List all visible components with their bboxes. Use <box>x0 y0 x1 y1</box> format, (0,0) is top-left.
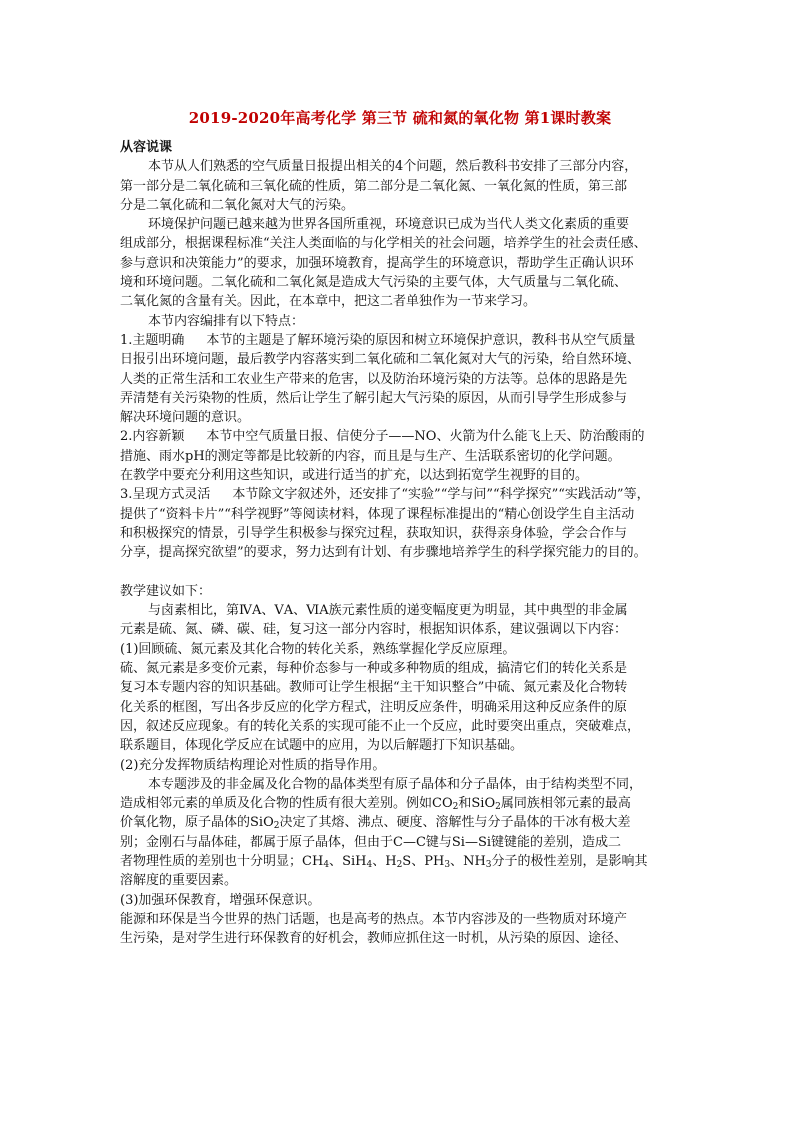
paragraph-line: 分是二氧化硫和二氧化氮对大气的污染。 <box>120 197 355 213</box>
paragraph-line: 联系题目，体现化学反应在试题中的应用，为以后解题打下知识基础。 <box>120 738 524 754</box>
paragraph-line: 措施、雨水pH的测定等都是比较新的内容，而且是与生产、生活联系密切的化学问题。 <box>120 448 621 464</box>
paragraph-line: 与卤素相比，第ⅣA、ⅤA、ⅥA族元素性质的递变幅度更为明显，其中典型的非金属 <box>148 603 628 619</box>
formula-co2: $CO_2$ <box>432 796 459 813</box>
section-heading: 从容说课 <box>120 140 173 155</box>
paragraph-line: 人类的正常生活和工农业生产带来的危害，以及防治环境污染的方法等。总体的思路是先 <box>120 371 628 387</box>
paragraph-line: 元素是硫、氮、磷、碳、硅，复习这一部分内容时，根据知识体系，建议强调以下内容： <box>120 622 628 638</box>
paragraph-line: (1)回顾硫、氮元素及其化合物的转化关系，熟练掌握化学反应原理。 <box>120 641 516 657</box>
paragraph-line: 二氧化氮的含量有关。因此，在本章中，把这二者单独作为一节来学习。 <box>120 294 537 310</box>
formula-sih4: SiH$_4$ <box>342 853 373 870</box>
feature-item-1 <box>120 331 690 350</box>
blank-line <box>120 563 690 582</box>
formula-ch4: $CH_4$ <box>302 853 330 870</box>
formula-nh3: $NH_3$ <box>463 853 492 870</box>
paragraph-line: 参与意识和决策能力”的要求，加强环境教育，提高学生的环境意识，帮助学生正确认识环 <box>120 255 634 271</box>
paragraph-line: 本节内容编排有以下特点： <box>148 313 305 329</box>
paragraph-line: 在教学中要充分利用这些知识，或进行适当的扩充，以达到拓宽学生视野的目的。 <box>120 468 589 484</box>
paragraph-line: 提供了“资料卡片”“科学视野”等阅读材料，体现了课程标准提出的“精心创设学生自主活动 <box>120 506 635 522</box>
paragraph-line: 本专题涉及的非金属及化合物的晶体类型有原子晶体和分子晶体，由于结构类型不同， <box>148 776 643 792</box>
paragraph-line: 生污染，是对学生进行环保教育的好机会，教师应抓住这一时机，从污染的原因、途径、 <box>120 931 628 947</box>
feature-item-2 <box>120 427 690 446</box>
feature-label: 2.内容新颖 <box>120 429 185 445</box>
paragraph-line: 弄清楚有关污染物的性质，然后让学生了解引起大气污染的原因，从而引导学生形成参与 <box>120 390 628 406</box>
paragraph-line: 硫、氮元素是多变价元素，每种价态参与一种或多种物质的组成，搞清它们的转化关系是 <box>120 661 628 677</box>
paragraph-line: 因，叙述反应现象。有的转化关系的实现可能不止一个反应，此时要突出重点，突破难点， <box>120 718 641 734</box>
paragraph-line: 分享，提高探究欲望”的要求，努力达到有计划、有步骤地培养学生的科学探究能力的目的。 <box>120 545 647 561</box>
formula-h2s: $H_2S$ <box>385 853 412 870</box>
formula-sio2: SiO$_2$ <box>471 796 501 813</box>
paragraph-line: 环境保护问题已越来越为世界各国所重视，环境意识已成为当代人类文化素质的重要 <box>148 217 630 233</box>
paragraph-line: 溶解度的重要因素。 <box>120 873 238 889</box>
paragraph-line: 教学建议如下： <box>120 583 212 599</box>
feature-item-3 <box>120 485 690 504</box>
paragraph-line-with-formulas: 造成相邻元素的单质及化合物的性质有很大差别。例如$CO_2$和SiO$_2$属同族相邻元素的最高 <box>120 796 631 813</box>
paragraph-line: 本节从人们熟悉的空气质量日报提出相关的4个问题，然后教科书安排了三部分内容， <box>148 159 638 175</box>
feature-label: 3.呈现方式灵活 <box>120 487 211 503</box>
paragraph-line: 和积极探究的情景，引导学生积极参与探究过程，获取知识，获得亲身体验，学会合作与 <box>120 525 628 541</box>
paragraph-line: 复习本专题内容的知识基础。教师可让学生根据“主干知识整合”中硫、氮元素及化合物转 <box>120 680 628 696</box>
document-body <box>120 138 690 948</box>
paragraph-line: (3)加强环保教育，增强环保意识。 <box>120 892 321 908</box>
paragraph-line-with-formulas: 者物理性质的差别也十分明显；$CH_4$、SiH$_4$、$H_2S$、$PH_3$、$NH_3$分子的极性差别，是影响其 <box>120 853 648 870</box>
paragraph-line: 解决环境问题的意识。 <box>120 410 251 426</box>
feature-text: 本节除文字叙述外，还安排了“实验”“学与问”“科学探究”“实践活动”等， <box>232 487 650 503</box>
paragraph-line: 能源和环保是当今世界的热门话题，也是高考的热点。本节内容涉及的一些物质对环境产 <box>120 911 628 927</box>
paragraph-line: 别；金刚石与晶体硅，都属于原子晶体，但由于C—C键与Si—Si键键能的差别，造成二 <box>120 834 622 850</box>
feature-label: 1.主题明确 <box>120 332 185 348</box>
paragraph-line-with-formulas: 价氧化物，原子晶体的SiO$_2$决定了其熔、沸点、硬度、溶解性与分子晶体的干冰有极大差 <box>120 815 631 832</box>
feature-text: 本节的主题是了解环境污染的原因和树立环境保护意识，教科书从空气质量 <box>206 332 636 348</box>
paragraph-line: 境和环境问题。二氧化硫和二氧化氮是造成大气污染的主要气体，大气质量与二氧化硫、 <box>120 275 628 291</box>
formula-sio2: SiO$_2$ <box>250 815 280 832</box>
paragraph-line: 组成部分，根据课程标准“关注人类面临的与化学相关的社会问题，培养学生的社会责任感、 <box>120 236 647 252</box>
feature-text: 本节中空气质量日报、信使分子——NO、火箭为什么能飞上天、防治酸雨的 <box>206 429 645 445</box>
document-title: 2019-2020年高考化学 第三节 硫和氮的氧化物 第1课时教案 <box>188 109 612 127</box>
formula-ph3: $PH_3$ <box>424 853 451 870</box>
paragraph-line: 第一部分是二氧化硫和三氧化硫的性质，第二部分是二氧化氮、一氧化氮的性质，第三部 <box>120 178 628 194</box>
paragraph-line: (2)充分发挥物质结构理论对性质的指导作用。 <box>120 757 386 773</box>
paragraph-line: 化关系的框图，写出各步反应的化学方程式，注明反应条件，明确采用这种反应条件的原 <box>120 699 628 715</box>
paragraph-line: 日报引出环境问题，最后教学内容落实到二氧化硫和二氧化氮对大气的污染，给自然环境、 <box>120 352 641 368</box>
